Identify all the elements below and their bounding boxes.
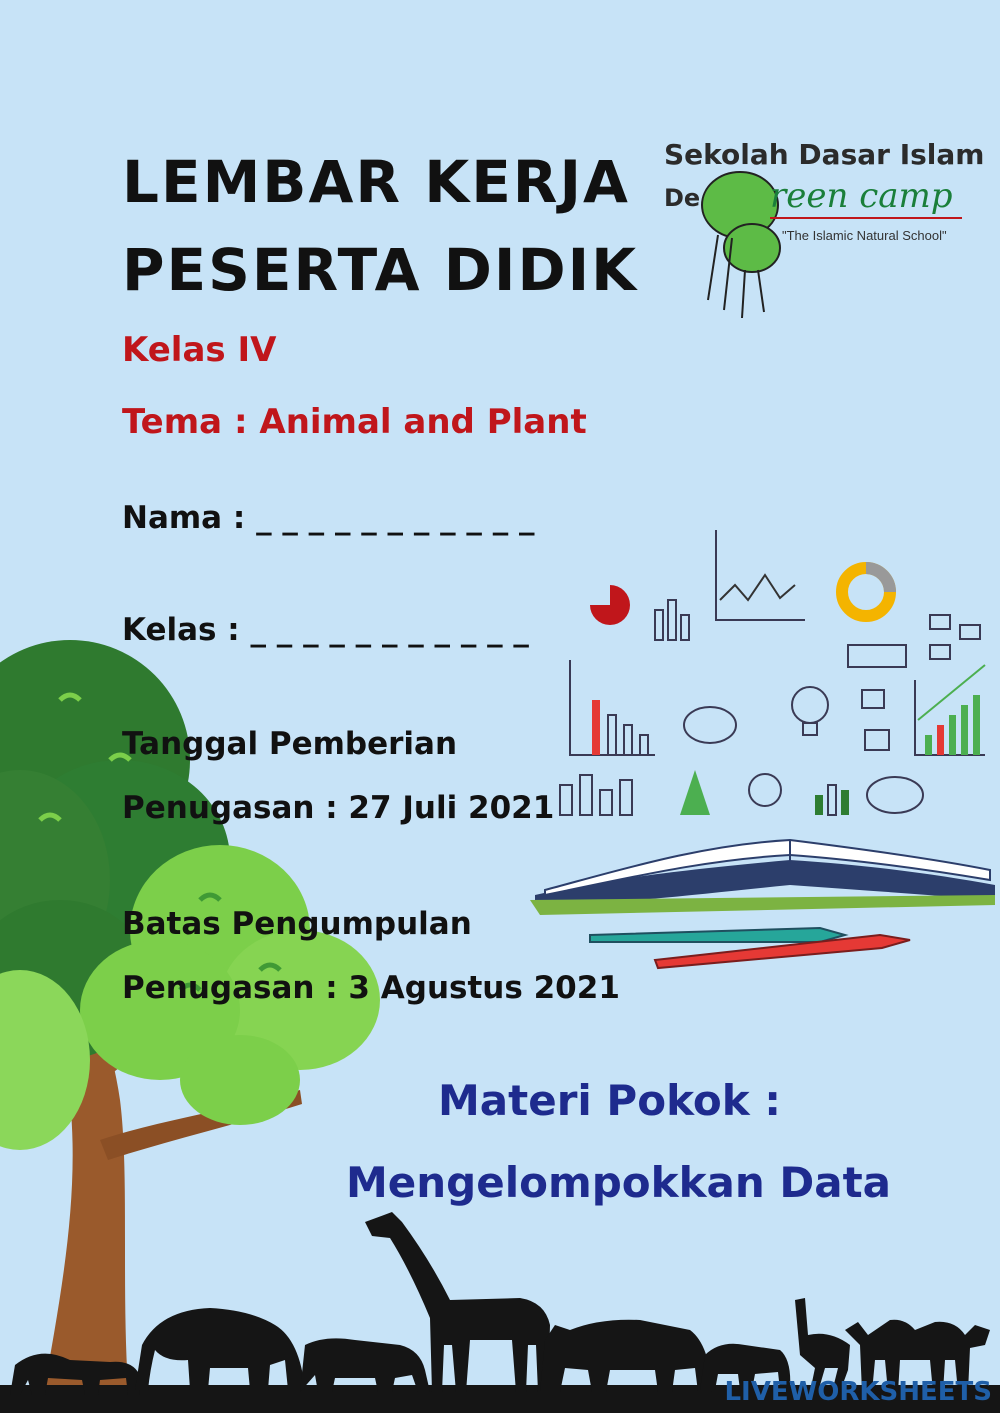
name-field: Nama : _ _ _ _ _ _ _ _ _ _ _	[122, 500, 535, 536]
title-line-1: LEMBAR KERJA	[122, 148, 630, 216]
worksheet-title	[122, 132, 638, 320]
due-date-value: Penugasan : 3 Agustus 2021	[122, 970, 620, 1006]
assignment-date-value: Penugasan : 27 Juli 2021	[122, 790, 555, 826]
book-illustration	[530, 840, 995, 968]
school-tagline: "The Islamic Natural School"	[782, 228, 947, 243]
title-line-2: PESERTA DIDIK	[122, 236, 639, 304]
data-infographic-illustration	[560, 530, 985, 815]
subject-title: Mengelompokkan Data	[346, 1158, 892, 1207]
liveworksheets-watermark: LIVEWORKSHEETS	[724, 1377, 992, 1407]
school-name-de: De	[664, 184, 701, 212]
due-date-heading: Batas Pengumpulan	[122, 906, 472, 942]
theme-label: Tema : Animal and Plant	[122, 402, 587, 442]
subject-heading: Materi Pokok :	[438, 1076, 782, 1125]
class-field: Kelas : _ _ _ _ _ _ _ _ _ _ _	[122, 612, 529, 648]
school-name-green-camp: reen camp	[770, 176, 953, 216]
class-level: Kelas IV	[122, 330, 277, 370]
school-name: Sekolah Dasar Islam	[664, 138, 985, 171]
assignment-date-heading: Tanggal Pemberian	[122, 726, 458, 762]
